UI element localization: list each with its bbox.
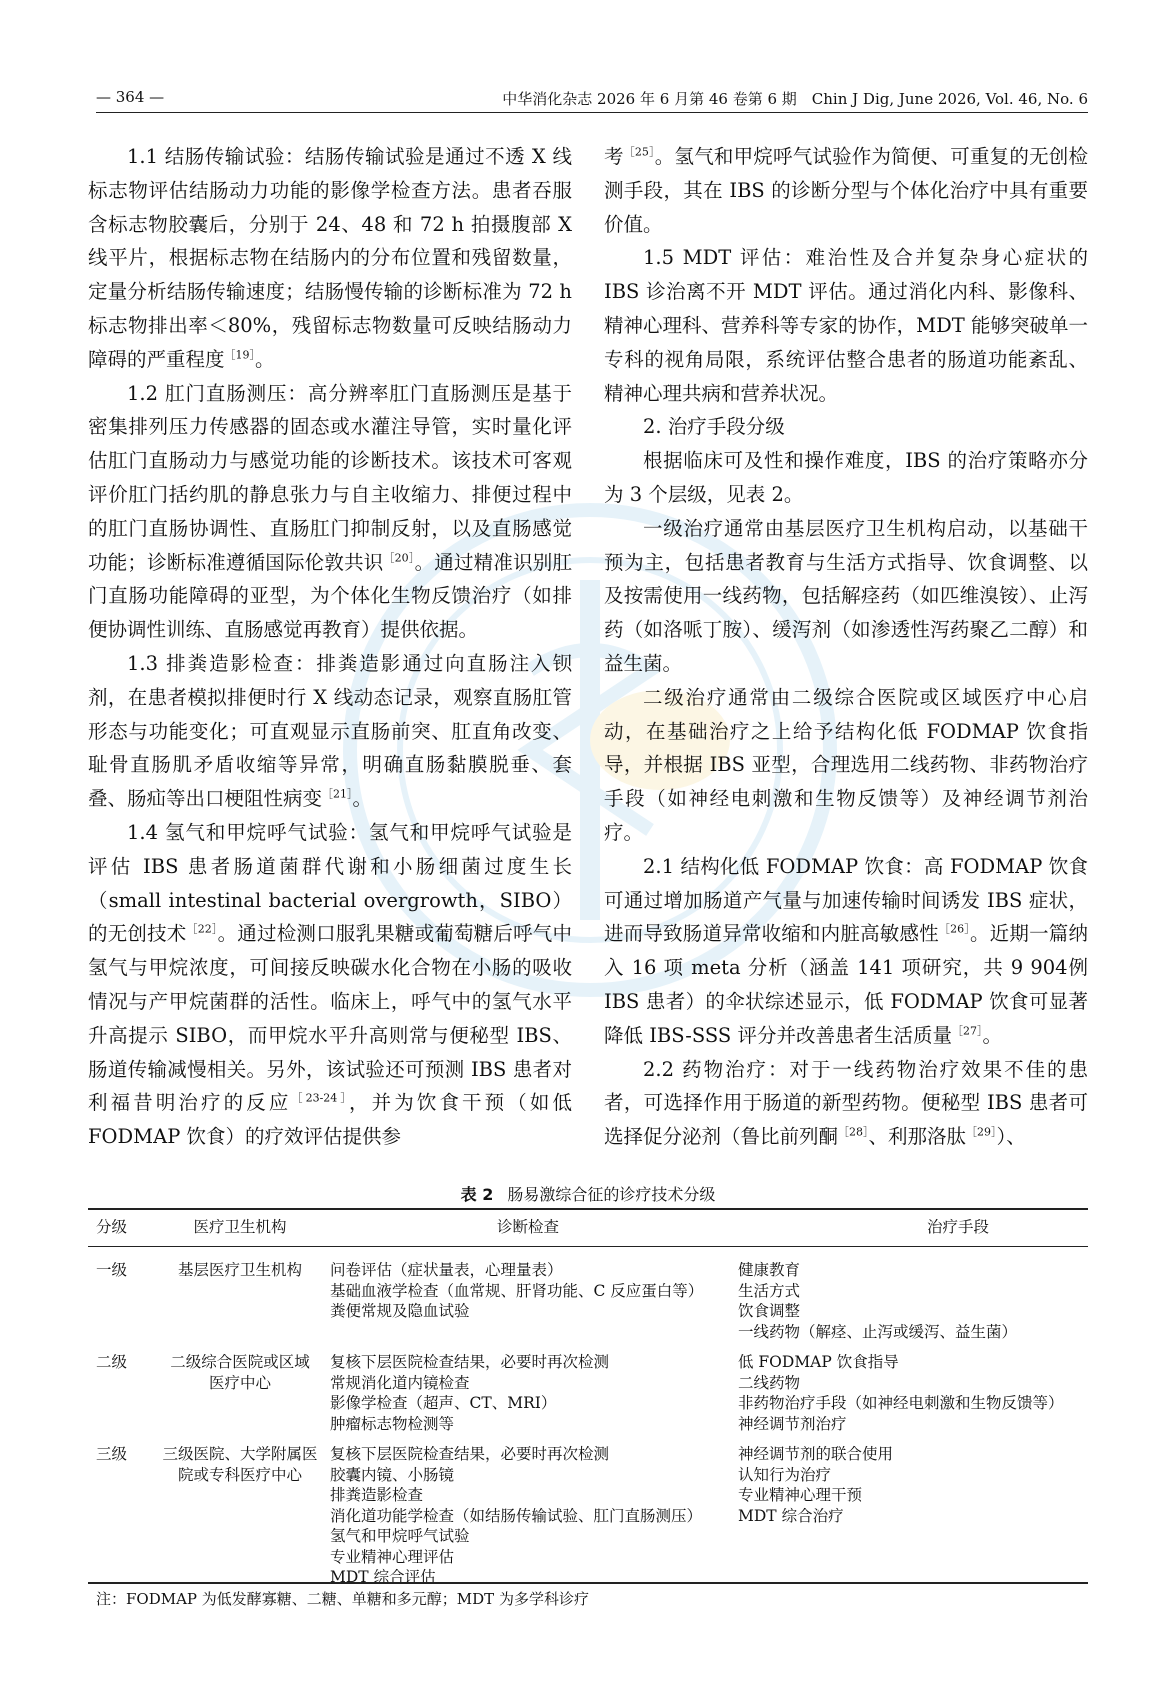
paragraph-drug-therapy: 2.2 药物治疗：对于一线药物治疗效果不佳的患者，可选择作用于肠道的新型药物。便秘型 IBS 患者可选择促分泌剂（鲁比前列酮$^{[28]}$、利那洛肽$^{[29]}$）、	[604, 1057, 1088, 1149]
cell-treatment: 健康教育 生活方式 饮食调整 一线药物（解痉、止泻或缓泻、益生菌）	[738, 1261, 1018, 1341]
cell-level: 一级	[96, 1261, 128, 1279]
cell-level: 三级	[96, 1445, 128, 1463]
page-header	[96, 84, 1088, 112]
left-column	[88, 140, 572, 1154]
paragraph-anorectal-manometry: 1.2 肛门直肠测压：高分辨率肛门直肠测压是基于密集排列压力传感器的固态或水灌注导管，实时量化评估肛门直肠动力与感觉功能的诊断技术。该技术可客观评价肛门括约肌的静息张力与自主收缩力、排便过程中的肛门直肠协调性、直肠肛门抑制反射，以及直肠感觉功能；诊断标准遵循国际伦敦共识$^{[20]}$。通过精准识别肛门直肠功能障碍的亚型，为个体化生物反馈治疗（如排便协调性训练、直肠感觉再教育）提供依据。	[88, 381, 572, 642]
header-rule	[96, 112, 1088, 113]
header-treatment: 治疗手段	[926, 1218, 989, 1236]
cell-diagnosis: 复核下层医院检查结果，必要时再次检测 胶囊内镜、小肠镜 排粪造影检查 消化道功能学检查（如结肠传输试验、肛门直肠测压） 氢气和甲烷呼气试验 专业精神心理评估 MDT 综合评估	[330, 1445, 703, 1586]
page-number: — 364 —	[96, 88, 165, 106]
cell-treatment: 神经调节剂的联合使用 认知行为治疗 专业精神心理干预 MDT 综合治疗	[738, 1445, 894, 1525]
grading-table	[88, 1208, 1088, 1586]
table-caption: 肠易激综合征的诊疗技术分级	[507, 1185, 716, 1204]
header-institution: 医疗卫生机构	[193, 1218, 287, 1236]
paragraph-breath-test-cont: 考$^{[25]}$。氢气和甲烷呼气试验作为简便、可重复的无创检测手段，其在 IBS 的诊断分型与个体化治疗中具有重要价值。	[604, 145, 1088, 236]
paragraph-level1-treatment: 一级治疗通常由基层医疗卫生机构启动，以基础干预为主，包括患者教育与生活方式指导、饮食调整、以及按需使用一线药物，包括解痉药（如匹维溴铵）、止泻药（如洛哌丁胺）、缓泻剂（如渗透性泻药聚乙二醇）和益生菌。	[604, 516, 1088, 675]
table-bottom-rule	[88, 1582, 1088, 1584]
right-column	[604, 140, 1088, 1154]
cell-institution: 基层医疗卫生机构	[177, 1261, 302, 1279]
cell-level: 二级	[96, 1353, 128, 1371]
cell-diagnosis: 复核下层医院检查结果，必要时再次检测 常规消化道内镜检查 影像学检查（超声、CT、MRI） 肿瘤标志物检测等	[330, 1353, 610, 1433]
paragraph-mdt: 1.5 MDT 评估：难治性及合并复杂身心症状的 IBS 诊治离不开 MDT 评估。通过消化内科、影像科、精神心理科、营养科等专家的协作，MDT 能够突破单一专科的视角局限，系统评估整合患者的肠道功能紊乱、精神心理共病和营养状况。	[604, 246, 1088, 405]
journal-citation: 中华消化杂志 2026 年 6 月第 46 卷第 6 期 Chin J Dig, June 2026, Vol. 46, No. 6	[502, 90, 1088, 108]
paragraph-defecography: 1.3 排粪造影检查：排粪造影通过向直肠注入钡剂，在患者模拟排便时行 X 线动态记录，观察直肠肛管形态与功能变化；可直观显示直肠前突、肛直角改变、耻骨直肠肌矛盾收缩等异常，明确直肠黏膜脱垂、套叠、肠疝等出口梗阻性病变$^{[21]}$。	[88, 651, 572, 811]
cell-diagnosis: 问卷评估（症状量表，心理量表） 基础血液学检查（血常规、肝肾功能、C 反应蛋白等） 粪便常规及隐血试验	[330, 1261, 704, 1320]
table-label: 表 2	[460, 1185, 494, 1204]
table-header-rule	[88, 1246, 1088, 1247]
section-heading-treatment: 2. 治疗手段分级	[643, 415, 785, 439]
paragraph-treatment-intro: 根据临床可及性和操作难度，IBS 的治疗策略亦分为 3 个层级，见表 2。	[604, 449, 1088, 506]
paragraph-colon-transit: 1.1 结肠传输试验：结肠传输试验是通过不透 X 线标志物评估结肠动力功能的影像学检查方法。患者吞服含标志物胶囊后，分别于 24、48 和 72 h 拍摄腹部 X 线平片，根据标志物在结肠内的分布位置和残留数量，定量分析结肠传输速度；结肠慢传输的诊断标准为 72 h 标志物排出率＜80%，残留标志物数量可反映结肠动力障碍的严重程度$^{[19]}$。	[88, 145, 572, 371]
table-note: 注：FODMAP 为低发酵寡糖、二糖、单糖和多元醇；MDT 为多学科诊疗	[96, 1590, 589, 1608]
table-title	[88, 1182, 1088, 1205]
paragraph-breath-test: 1.4 氢气和甲烷呼气试验：氢气和甲烷呼气试验是评估 IBS 患者肠道菌群代谢和小肠细菌过度生长（small intestinal bacterial overgrowth，SIBO）的无创技术$^{[22]}$。通过检测口服乳果糖或葡萄糖后呼气中氢气与甲烷浓度，可间接反映碳水化合物在小肠的吸收情况与产甲烷菌群的活性。临床上，呼气中的氢气水平升高提示 SIBO，而甲烷水平升高则常与便秘型 IBS、肠道传输减慢相关。另外，该试验还可预测 IBS 患者对利福昔明治疗的反应$^{[23-24]}$，并为饮食干预（如低 FODMAP 饮食）的疗效评估提供参	[88, 820, 572, 1149]
cell-institution: 二级综合医院或区域 医疗中心	[170, 1353, 310, 1392]
cell-treatment: 低 FODMAP 饮食指导 二线药物 非药物治疗手段（如神经电刺激和生物反馈等） 神经调节剂治疗	[738, 1353, 1064, 1433]
header-diagnosis: 诊断检查	[496, 1218, 559, 1236]
paragraph-level2-treatment: 二级治疗通常由二级综合医院或区域医疗中心启动，在基础治疗之上给予结构化低 FODMAP 饮食指导，并根据 IBS 亚型，合理选用二线药物、非药物治疗手段（如神经电刺激和生物反馈等）及神经调节剂治疗。	[604, 685, 1088, 844]
table-top-rule	[88, 1208, 1088, 1210]
header-level: 分级	[96, 1218, 128, 1236]
cell-institution: 三级医院、大学附属医 院或专科医疗中心	[162, 1445, 318, 1484]
paragraph-fodmap: 2.1 结构化低 FODMAP 饮食：高 FODMAP 饮食可通过增加肠道产气量与加速传输时间诱发 IBS 症状，进而导致肠道异常收缩和内脏高敏感性$^{[26]}$。近期一篇纳入 16 项 meta 分析（涵盖 141 项研究，共 9 904例 IBS 患者）的伞状综述显示，低 FODMAP 饮食可显著降低 IBS-SSS 评分并改善患者生活质量$^{[27]}$。	[604, 854, 1088, 1047]
